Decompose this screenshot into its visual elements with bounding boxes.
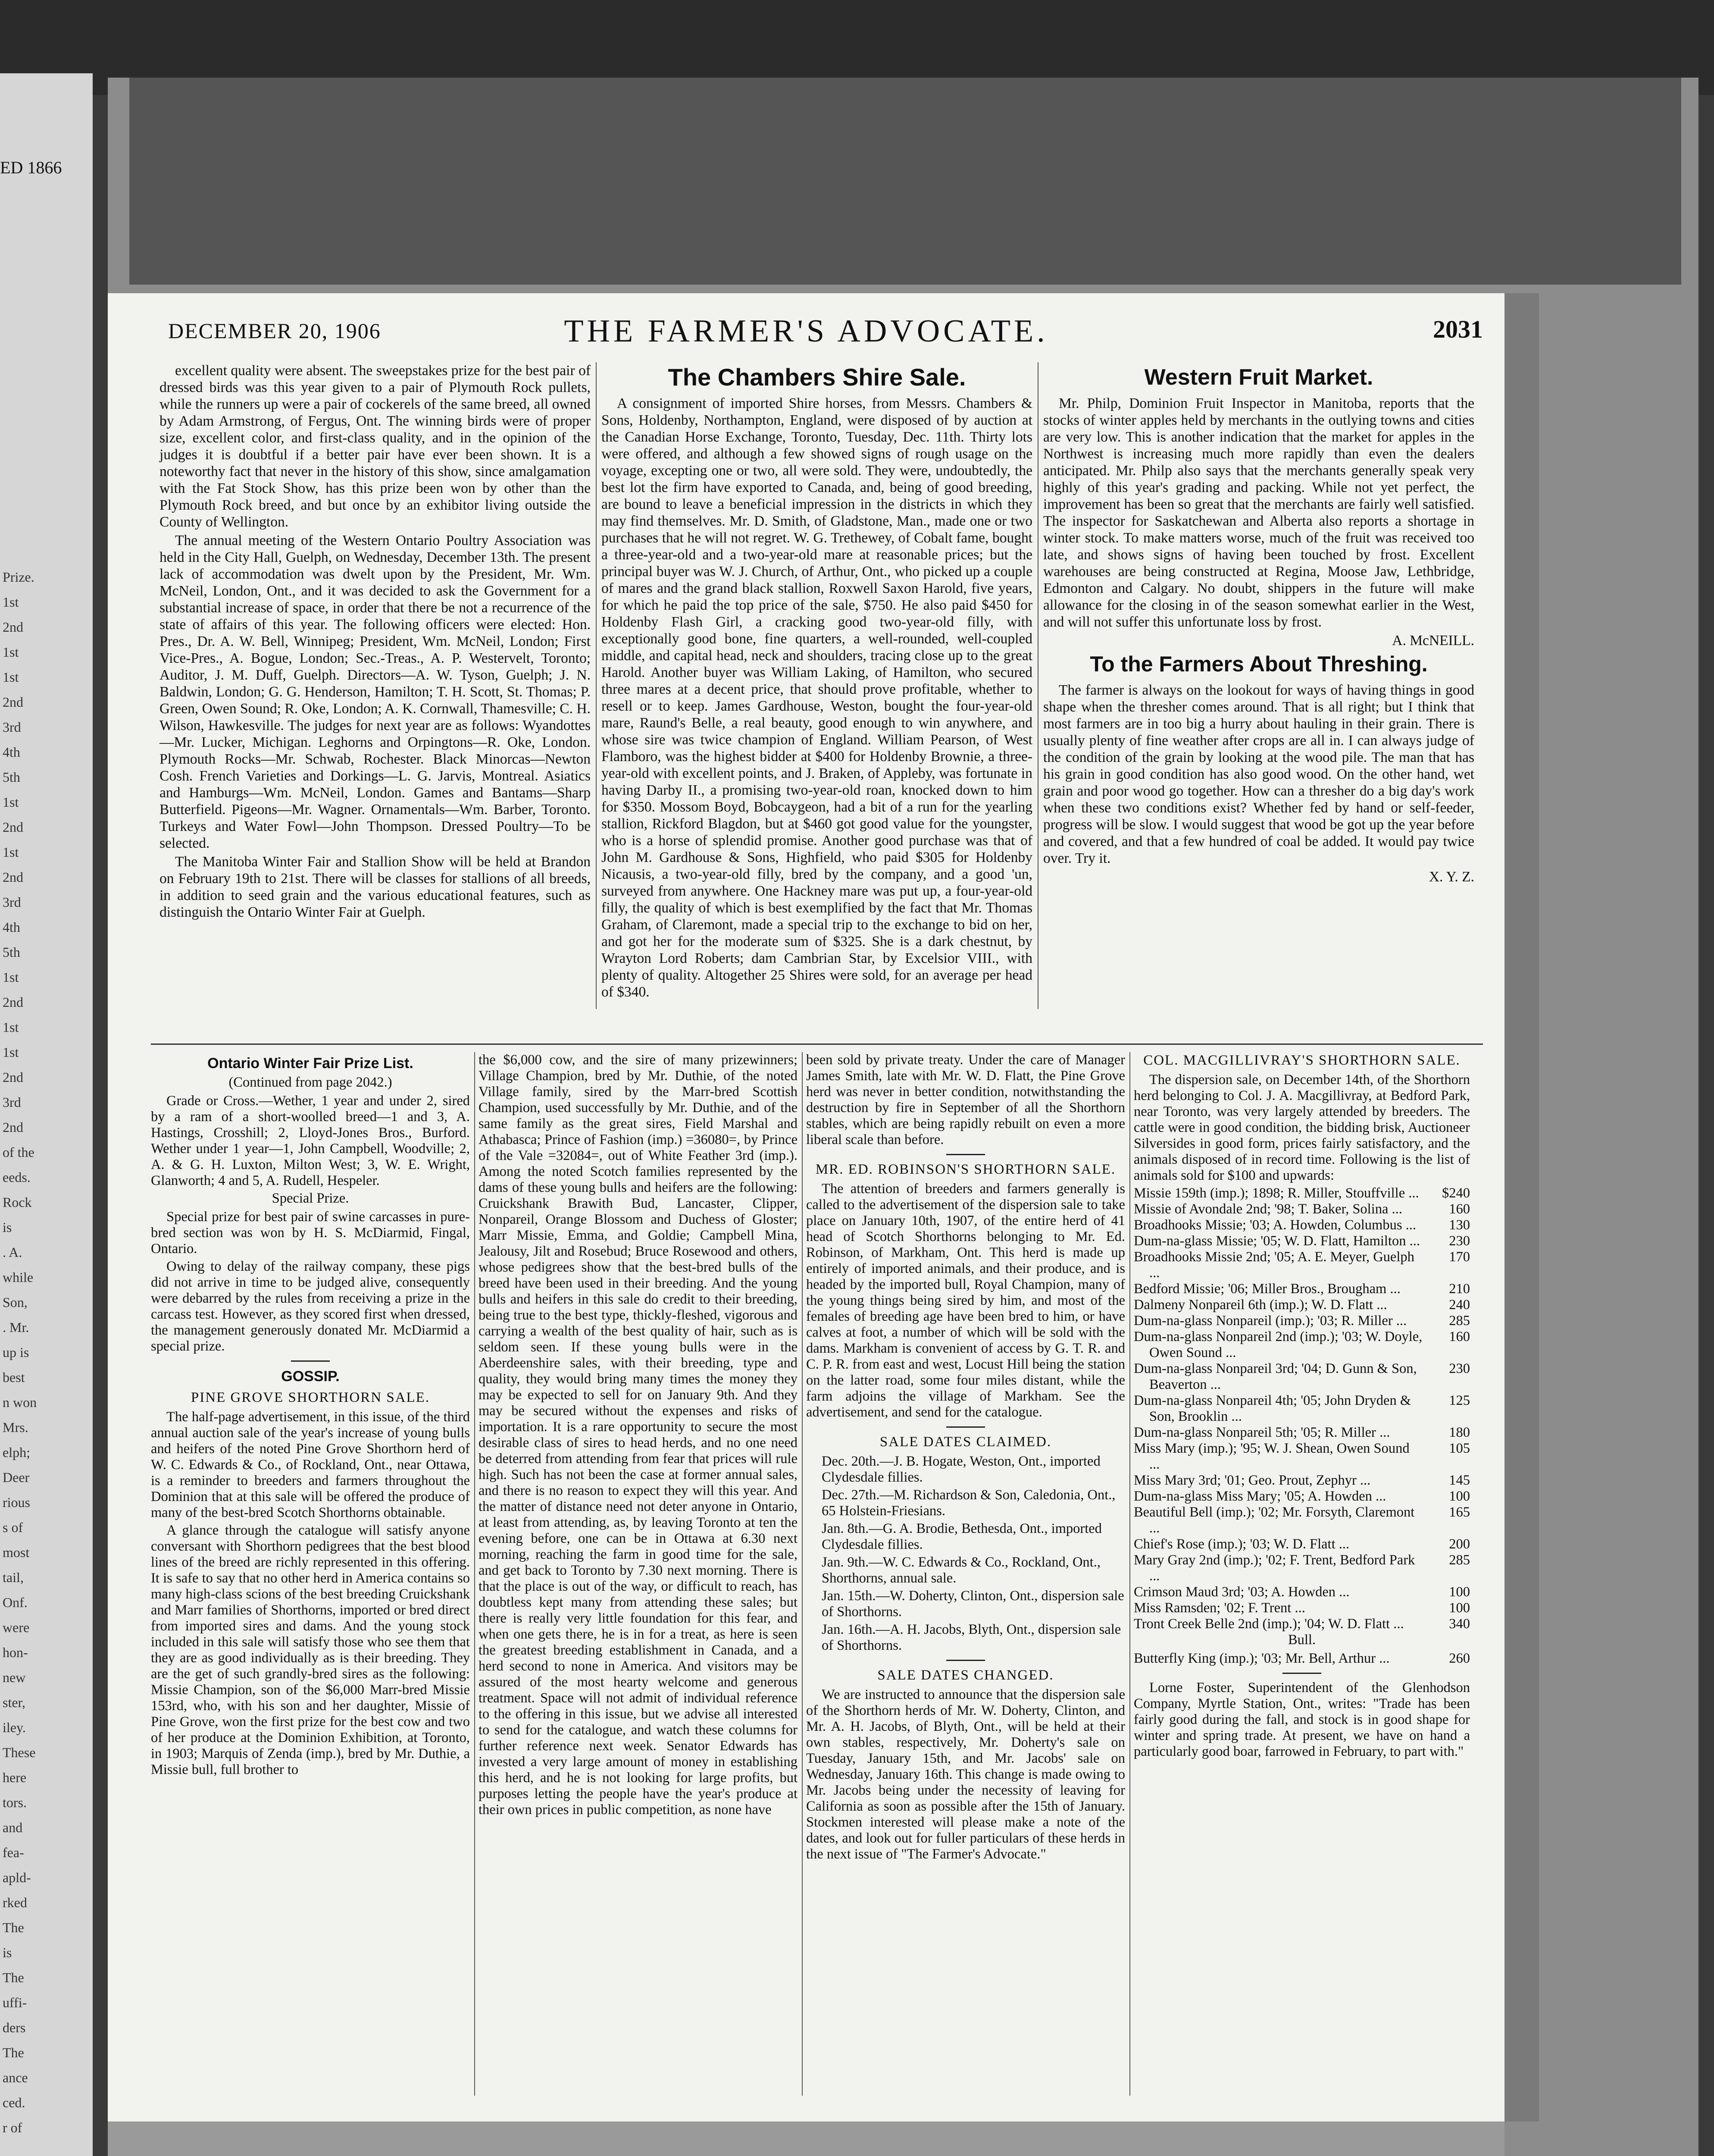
scan-bottom-margin <box>108 2122 1504 2156</box>
animal-sale-entry <box>1134 1425 1470 1441</box>
animal-sale-price: 170 <box>1449 1249 1470 1265</box>
adjacent-page-word: up is <box>3 1344 29 1360</box>
animal-sale-entry <box>1134 1393 1470 1425</box>
adjacent-page-word: r of <box>3 2120 22 2135</box>
animal-sale-text: Broadhooks Missie; '03; A. Howden, Columbus ... <box>1134 1217 1416 1233</box>
adjacent-page-word: 2nd <box>3 819 23 835</box>
animal-sale-entry <box>1134 1249 1470 1281</box>
issue-date: DECEMBER 20, 1906 <box>168 319 381 343</box>
newspaper-page <box>108 293 1504 2122</box>
animal-sale-price: $240 <box>1442 1185 1470 1201</box>
adjacent-page-word: rked <box>3 1895 27 1910</box>
animal-sale-text: Dum-na-glass Miss Mary; '05; A. Howden ... <box>1134 1489 1386 1504</box>
sale-dates-claimed-heading: SALE DATES CLAIMED. <box>879 1434 1052 1450</box>
adjacent-page-word: These <box>3 1745 36 1760</box>
bull-entry-text: Butterfly King (imp.); '03; Mr. Bell, Arthur ... <box>1134 1651 1390 1666</box>
animal-sale-text: Chief's Rose (imp.); '03; W. D. Flatt ... <box>1134 1536 1350 1552</box>
animal-sale-price: 285 <box>1449 1313 1470 1329</box>
animal-sale-price: 145 <box>1449 1473 1470 1488</box>
adjacent-page-word: 1st <box>3 844 19 860</box>
section-rule <box>151 1044 1483 1045</box>
adjacent-page-word: eeds. <box>3 1169 31 1185</box>
robinson-sale-heading: MR. ED. ROBINSON'S SHORTHORN SALE. <box>815 1162 1116 1177</box>
animal-sale-price: 130 <box>1449 1217 1470 1233</box>
pine-grove-paragraph-1: The half-page advertisement, in this issue, of the third annual auction sale of the year's increase of young bulls and heifers of the noted Pine Grove Shorthorn herd of W. C. Edwards & Co., of Rockland, Ont., near Ottawa, is a reminder to breeders and farmers throughout the Dominion that at this sale will be offered the produce of many of the best-bred Scotch Shorthorns obtainable. <box>151 1409 470 1520</box>
adjacent-page-word: uffi- <box>3 1995 27 2010</box>
animal-sale-text: Miss Mary (imp.); '95; W. J. Shean, Owen Sound ... <box>1134 1441 1410 1472</box>
animal-sale-entry <box>1134 1297 1470 1313</box>
railway-delay-paragraph: Owing to delay of the railway company, these pigs did not arrive in time to be judged alive, consequently were debarred by the rules from receiving a prize in the carcass test. However, as they scored first when dressed, the management generously donated Mr. McDiarmid a special prize. <box>151 1259 470 1354</box>
adjacent-page-word: 5th <box>3 944 20 960</box>
adjacent-page-word: here <box>3 1770 27 1785</box>
prize-list-subheading: (Continued from page 2042.) <box>228 1075 392 1090</box>
sale-date-entry: Jan. 8th.—G. A. Brodie, Bethesda, Ont., imported Clydesdale fillies. <box>822 1521 1102 1552</box>
adjacent-page-word: is <box>3 1945 12 1960</box>
animal-sale-text: Missie of Avondale 2nd; '98; T. Baker, Solina ... <box>1134 1201 1402 1217</box>
prize-list-heading: Ontario Winter Fair Prize List. <box>207 1055 413 1072</box>
animal-sale-entry <box>1134 1441 1470 1473</box>
adjacent-page-word: tors. <box>3 1795 27 1810</box>
top-column-2 <box>601 362 1032 1002</box>
adjacent-page-word: apld- <box>3 1870 31 1885</box>
animal-sale-entry <box>1134 1185 1470 1201</box>
poultry-meeting-paragraph: The annual meeting of the Western Ontario Poultry Association was held in the City Hall, Guelph, on Wednesday, December 13th. The present lack of accommodation was dwelt upon by the President, Mr. Wm. McNeil, London, Ont., and it was decided to ask the Government for a substantial increase of space, in order that there be not a recurrence of the state of affairs of this year. The following officers were elected: Hon. Pres., Dr. A. W. Bell, Winnipeg; President, Wm. McNeil, London; First Vice-Pres., A. Bogue, London; Sec.-Treas., A. P. Westervelt, Toronto; Auditor, J. M. Duff, Guelph. Directors—A. W. Tyson, Guelph; J. N. Baldwin, London; G. G. Henderson, Hamilton; T. H. Scott, St. Thomas; P. Green, Owen Sound; R. Oke, London; A. K. Cornwall, Thamesville; C. H. Wilson, Hawkesville. The judges for next year are as follows: Wyandottes—Mr. Lucker, Michigan. Leghorns and Orpingtons—R. Oke, London. Plymouth Rocks—Mr. Schwab, Rochester. Black Minorcas—Newton Cosh. French Varieties and Dorkings—L. G. Jarvis, Montreal. Asiatics and Hamburgs—Wm. McNeil, London. Games and Bantams—Sharp Butterfield. Pigeons—Mr. Wagner. Ornamentals—Wm. Barber, Toronto. Turkeys and Water Fowl—John Thompson. Dressed Poultry—To be selected. <box>160 533 591 851</box>
animal-sale-text: Dum-na-glass Nonpareil (imp.); '03; R. Miller ... <box>1134 1313 1407 1329</box>
animal-sale-text: Crimson Maud 3rd; '03; A. Howden ... <box>1134 1584 1350 1600</box>
animal-sale-price: 240 <box>1449 1297 1470 1313</box>
adjacent-page-word: fea- <box>3 1845 24 1860</box>
scan-shadow <box>129 78 1681 285</box>
adjacent-page-word: 2nd <box>3 1119 23 1135</box>
chambers-shire-heading: The Chambers Shire Sale. <box>668 364 966 391</box>
animal-sale-entry <box>1134 1584 1470 1600</box>
special-prize-heading: Special Prize. <box>272 1191 349 1206</box>
animal-sale-text: Tront Creek Belle 2nd (imp.); '04; W. D. Flatt ... <box>1134 1616 1404 1632</box>
divider <box>946 1660 985 1661</box>
column-rule <box>474 1052 475 2096</box>
animal-sale-price: 160 <box>1449 1201 1470 1217</box>
adjacent-page-word: 1st <box>3 644 19 660</box>
adjacent-page-word: 1st <box>3 1044 19 1060</box>
pine-grove-heading: PINE GROVE SHORTHORN SALE. <box>191 1390 430 1405</box>
animal-sale-entry <box>1134 1600 1470 1616</box>
adjacent-page-word: while <box>3 1269 34 1285</box>
bottom-column-3 <box>806 1052 1125 1864</box>
adjacent-page-word: best <box>3 1369 25 1385</box>
sale-date-entry: Dec. 27th.—M. Richardson & Son, Caledonia, Ont., 65 Holstein-Friesians. <box>822 1487 1116 1519</box>
adjacent-page-word: ance <box>3 2070 28 2085</box>
adjacent-page-word: hon- <box>3 1645 28 1660</box>
adjacent-page-word: elph; <box>3 1445 30 1460</box>
adjacent-page-word: The <box>3 1920 24 1935</box>
adjacent-page-word: iley. <box>3 1720 26 1735</box>
chambers-shire-paragraph: A consignment of imported Shire horses, from Messrs. Chambers & Sons, Holdenby, Northampton, England, were disposed of by auction at the Canadian Horse Exchange, Toronto, Tuesday, Dec. 11th. Thirty lots were offered, and although a few showed signs of rough usage on the voyage, excepting one or two, all were sold. They were, undoubtedly, the best lot the firm have exported to Canada, and, being of good breeding, are bound to leave a beneficial impression in the districts in which they may find themselves. Mr. D. Smith, of Gladstone, Man., made one or two purchases that he will not regret. W. G. Trethewey, of Cobalt fame, bought a three-year-old and a two-year-old mare at reasonable prices; but the principal buyer was W. J. Church, of Arthur, Ont., who picked up a couple of mares and the grand black stallion, Roxwell Saxon Harold, five years, for which he paid the top price of the sale, $750. He also paid $450 for Holdenby Flash Girl, a cracking good two-year-old filly, with exceptionally good bone, fine quarters, a well-rounded, well-coupled middle, and capital head, neck and shoulders, tracing close up to the great Harold. Another buyer was William Laking, of Hamilton, who secured three mares at a decent price, that should prove profitable, whether to resell or to keep. James Gardhouse, Weston, bought the four-year-old mare, Raund's Belle, a real beauty, good enough to win anywhere, and whose sire was twice champion of England. William Pearson, of West Flamboro, was the highest bidder at $400 for Holdenby Brownie, a three-year-old with excellent points, and J. Braken, of Appleby, was fortunate in having Darby II., a promising two-year-old roan, knocked down to him for $350. Mossom Boyd, Bobcaygeon, had a bit of a run for the yearling stallion, Rickford Blagdon, but at $460 got good value for the youngster, who is a horse of splendid promise. Another good purchase was that of John M. Gardhouse & Sons, Highfield, who paid $305 for Holdenby Nicausis, a two-year-old filly, bred by the company, and a good 'un, surveyed from anywhere. One Hackney mare was put up, a four-year-old filly, the quality of which is best exemplified by the fact that Mr. Thomas Graham, of Claremont, made a special trip to the exchange to bid on her, and got her for the moderate sum of $325. She is a dark chestnut, by Wrayton Lord Roberts; dam Cambrian Star, by Excelsior VIII., with plenty of quality. Altogether 25 Shires were sold, for an average per head of $340. <box>601 395 1032 1000</box>
threshing-heading: To the Farmers About Threshing. <box>1090 652 1428 676</box>
adjacent-page-word: Rock <box>3 1194 32 1210</box>
western-fruit-paragraph: Mr. Philp, Dominion Fruit Inspector in Manitoba, reports that the stocks of winter apples held by merchants in the outlying towns and cities are very low. This is another indication that the market for apples in the Northwest is increasing much more rapidly than even the dealers anticipated. Mr. Philp also says that the merchants generally speak very highly of this year's grading and packing. While not yet perfect, the improvement has been so great that the merchants are fairly well satisfied. The inspector for Saskatchewan and Alberta also reports a shortage in winter stock. To make matters worse, much of the fruit was received too late, and shows signs of having been touched by frost. Excellent warehouses are being constructed at Regina, Moose Jaw, Lethbridge, Edmonton and Calgary. No doubt, shippers in the future will make allowance for the closing in of the season somewhat earlier in the West, and will not suffer this unfortunate loss by frost. <box>1043 395 1474 630</box>
poultry-sweepstakes-paragraph: excellent quality were absent. The sweepstakes prize for the best pair of dressed birds was this year given to a pair of Plymouth Rock pullets, while the runners up were a pair of cockerels of the same breed, all owned by Adam Armstrong, of Fergus, Ont. The winning birds were of proper size, excellent color, and first-class quality, and in the opinion of the judges it is doubtful if a better pair have ever been shown. It is a noteworthy fact that never in the history of this show, since amalgamation with the Fat Stock Show, has this prize been won by other than the Plymouth Rock breed, and but once by an exhibitor living outside the County of Wellington. <box>160 363 591 530</box>
glenhodson-paragraph: Lorne Foster, Superintendent of the Glenhodson Company, Myrtle Station, Ont., writes: "Trade has been fairly good during the fall, and stock is in good shape for winter and spring trade. At present, we have on hand a particularly good boar, farrowed in February, to part with." <box>1134 1680 1470 1759</box>
threshing-signature: X. Y. Z. <box>1429 869 1474 885</box>
adjacent-page-word: 3rd <box>3 894 21 910</box>
adjacent-page-fragment <box>0 73 93 2156</box>
top-column-1 <box>160 362 591 922</box>
animal-sale-price: 230 <box>1449 1233 1470 1249</box>
animal-sale-entry <box>1134 1217 1470 1233</box>
pine-grove-continued: the $6,000 cow, and the sire of many prizewinners; Village Champion, bred by Mr. Duthie, of the noted Village family, sired by the Marr-bred Scottish Champion, used successfully by Mr. Duthie, and of the same family as the great sires, Field Marshal and Athabasca; Prince of Fashion (imp.) =36080=, by Prince of the Vale =32084=, out of White Feather 3rd (imp.). Among the noted Scotch families represented by the dams of these young bulls and heifers are the following: Cruickshank Brawith Bud, Lancaster, Clipper, Nonpareil, Orange Blossom and Duchess of Gloster; Marr Missie, Emma, and Goldie; Campbell Mina, Jealousy, Jilt and Rosebud; Bruce Rosewood and others, whose pedigrees show that the best-bred bulls of the breed have been used in their breeding. And the young bulls and heifers in this sale do credit to their breeding, being true to the best type, thickly-fleshed, vigorous and carrying a wealth of the best quality of hair, such as is seldom seen. If these young bulls were in the Aberdeenshire sales, with their breeding, type and quality, they would bring many times the money they may be expected to sell for on January 9th. And they may be secured without the expenses and risks of importation. It is a rare opportunity to secure the most desirable class of sires to head herds, and no one need be deterred from attending from fear that prices will rule high. Such has not been the case at former annual sales, and there is no reason to expect they will this year. And the matter of distance need not deter anyone in Ontario, at least from attending, as, by leaving Toronto at ten the evening before, one can be in Ottawa at 6.30 next morning, reaching the farm in good time for the sale, and get back to Toronto by 7.30 next morning. There is that the place is out of the way, or difficult to reach, has doubtless kept many from attending these sales; but there is really very little foundation for this fear, and when one gets there, he is in for a treat, as here is seen the greatest breeding establishment in Canada, and a herd second to none in America. And visitors may be assured of the most hearty welcome and generous treatment. Space will not admit of individual reference to the offering in this issue, but we advise all interested to send for the catalogue, and watch these columns for further reference next week. Senator Edwards has invested a very large amount of money in establishing this herd, and he is not looking for large profits, but purposes letting the people have the year's produce at their own prices in public competition, as none have <box>479 1052 798 1818</box>
adjacent-page-word: 1st <box>3 669 19 685</box>
animal-sale-price: 210 <box>1449 1281 1470 1297</box>
adjacent-page-word: The <box>3 1970 24 1985</box>
adjacent-page-word: 2nd <box>3 869 23 885</box>
adjacent-page-word: 3rd <box>3 719 21 735</box>
adjacent-page-word: were <box>3 1620 30 1635</box>
divider <box>946 1154 985 1155</box>
adjacent-page-word: 1st <box>3 594 19 610</box>
sale-date-entry: Jan. 16th.—A. H. Jacobs, Blyth, Ont., dispersion sale of Shorthorns. <box>822 1622 1121 1653</box>
sale-dates-changed-heading: SALE DATES CHANGED. <box>877 1667 1054 1683</box>
adjacent-page-header: ED 1866 <box>0 158 62 177</box>
adjacent-page-word: . A. <box>3 1244 22 1260</box>
adjacent-page-word: 2nd <box>3 1069 23 1085</box>
animal-sale-price: 105 <box>1449 1441 1470 1456</box>
animal-sale-entry <box>1134 1361 1470 1393</box>
pine-grove-paragraph-2: A glance through the catalogue will satisfy anyone conversant with Shorthorn pedigrees that the best blood lines of the breed are richly represented in this offering. It is safe to say that no other herd in America contains so many high-class scions of the best breeding Cruickshank and Marr families of Shorthorns, imported or bred direct from imported sires and dams. And the young stock included in this sale will satisfy those who see them that they are as good individually as is their breeding. They are the get of such grandly-bred sires as the following: Missie Champion, son of the $6,000 Marr-bred Missie 153rd, who, with his son and her daughter, Missie of Pine Grove, won the first prize for the best cow and two of her produce at the Dominion Exhibition, at Toronto, in 1903; Marquis of Zenda (imp.), bred by Mr. Duthie, a Missie bull, full brother to <box>151 1523 470 1777</box>
animal-sale-text: Dum-na-glass Missie; '05; W. D. Flatt, Hamilton ... <box>1134 1233 1420 1249</box>
adjacent-page-word: The <box>3 2045 24 2060</box>
manitoba-fair-paragraph: The Manitoba Winter Fair and Stallion Show will be held at Brandon on February 19th to 21st. There will be classes for stallions of all breeds, in addition to seed grain and the various educational features, such as distinguish the Ontario Winter Fair at Guelph. <box>160 854 591 920</box>
animal-sale-entry <box>1134 1536 1470 1552</box>
masthead-title: THE FARMER'S ADVOCATE. <box>564 313 1048 349</box>
animal-sale-price: 200 <box>1449 1536 1470 1552</box>
adjacent-page-word: most <box>3 1545 30 1560</box>
animal-sale-price: 160 <box>1449 1329 1470 1344</box>
adjacent-page-word: is <box>3 1219 12 1235</box>
animal-sale-text: Mary Gray 2nd (imp.); '02; F. Trent, Bedford Park ... <box>1134 1552 1415 1584</box>
adjacent-page-word: Deer <box>3 1470 30 1485</box>
bull-heading: Bull. <box>1288 1632 1316 1648</box>
adjacent-page-word: ster, <box>3 1695 25 1710</box>
animal-sale-text: Bedford Missie; '06; Miller Bros., Brougham ... <box>1134 1281 1401 1297</box>
sale-date-entry: Dec. 20th.—J. B. Hogate, Weston, Ont., imported Clydesdale fillies. <box>822 1454 1101 1485</box>
animal-sale-text: Dum-na-glass Nonpareil 2nd (imp.); '03; W. Doyle, Owen Sound ... <box>1134 1329 1423 1360</box>
adjacent-page-word: 1st <box>3 794 19 810</box>
animal-sale-entry <box>1134 1616 1470 1632</box>
adjacent-page-word: new <box>3 1670 26 1685</box>
animal-sale-text: Dum-na-glass Nonpareil 3rd; '04; D. Gunn & Son, Beaverton ... <box>1134 1361 1417 1392</box>
column-rule <box>596 362 597 1009</box>
divider <box>946 1426 985 1428</box>
adjacent-page-word: 4th <box>3 919 20 935</box>
bull-entry-price: 260 <box>1449 1651 1470 1666</box>
adjacent-page-word: n won <box>3 1395 37 1410</box>
animal-sale-text: Broadhooks Missie 2nd; '05; A. E. Meyer, Guelph ... <box>1134 1249 1414 1281</box>
threshing-paragraph: The farmer is always on the lookout for ways of having things in good shape when the thresher comes around. That is all right; but I think that most farmers are in too big a hurry about hauling in their grain. There is usually plenty of fine weather after crops are all in. I can always judge of the condition of the grain by looking at the wood pile. The man that has his grain in good condition has also good wood. On the other hand, wet grain and poor wood go together. How can a thresher do a big day's work when these two conditions exist? Whether fed by hand or self-feeder, progress will be slow. I would suggest that wood be got up the year before and covered, and that a few hundred of coal be added. It would pay twice over. Try it. <box>1043 682 1474 866</box>
animal-sale-text: Missie 159th (imp.); 1898; R. Miller, Stouffville ... <box>1134 1185 1419 1201</box>
animal-sale-price: 340 <box>1449 1616 1470 1632</box>
animal-sale-entry <box>1134 1329 1470 1361</box>
adjacent-page-word: 2nd <box>3 619 23 635</box>
adjacent-page-word: rious <box>3 1495 30 1510</box>
bull-entry <box>1134 1651 1470 1667</box>
animal-sale-entry <box>1134 1489 1470 1504</box>
western-fruit-heading: Western Fruit Market. <box>1144 365 1373 390</box>
animals-sold-list <box>1134 1185 1470 1632</box>
grade-cross-paragraph: Grade or Cross.—Wether, 1 year and under 2, sired by a ram of a short-woolled breed—1 and 3, A. Hastings, Crosshill; 2, Lloyd-Jones Bros., Burford. Wether under 1 year—1, John Campbell, Woodville; 2, A. & G. H. Luxton, Milton West; 3, W. E. Wright, Glanworth; 4 and 5, A. Rudell, Hespeler. <box>151 1093 470 1188</box>
animal-sale-price: 180 <box>1449 1425 1470 1440</box>
column-rule <box>802 1052 803 2096</box>
western-fruit-signature: A. McNEILL. <box>1392 633 1474 649</box>
animal-sale-entry <box>1134 1313 1470 1329</box>
macgillivray-sale-heading: COL. MACGILLIVRAY'S SHORTHORN SALE. <box>1143 1053 1461 1068</box>
animal-sale-text: Miss Mary 3rd; '01; Geo. Prout, Zephyr ... <box>1134 1473 1371 1488</box>
animal-sale-text: Dalmeny Nonpareil 6th (imp.); W. D. Flatt ... <box>1134 1297 1387 1313</box>
adjacent-page-word: and <box>3 1820 23 1835</box>
adjacent-page-word: Prize. <box>3 569 34 585</box>
divider <box>1282 1673 1321 1674</box>
animal-sale-text: Miss Ramsden; '02; F. Trent ... <box>1134 1600 1305 1616</box>
animal-sale-entry <box>1134 1552 1470 1584</box>
sale-date-entry: Jan. 15th.—W. Doherty, Clinton, Ont., dispersion sale of Shorthorns. <box>822 1588 1124 1620</box>
animal-sale-entry <box>1134 1504 1470 1536</box>
adjacent-page-word: Onf. <box>3 1595 28 1610</box>
animal-sale-entry <box>1134 1233 1470 1249</box>
animal-sale-price: 230 <box>1449 1361 1470 1376</box>
adjacent-page-word: tail, <box>3 1570 24 1585</box>
adjacent-page-word: 2nd <box>3 694 23 710</box>
column-rule <box>1129 1052 1130 2096</box>
animal-sale-entry <box>1134 1473 1470 1489</box>
sale-dates-changed-paragraph: We are instructed to announce that the dispersion sale of the Shorthorn herds of Mr. W. Doherty, Clinton, and Mr. A. H. Jacobs, of Blyth, Ont., will be held at their own stables, respectively, Mr. Doherty's sale on Tuesday, January 15th, and Mr. Jacobs' sale on Wednesday, January 16th. This change is made owing to Mr. Jacobs being under the necessity of leaving for California as soon as possible after the 15th of January. Stockmen interested will please make a note of the dates, and look out for fuller particulars of these herds in the next issue of "The Farmer's Advocate." <box>806 1687 1125 1862</box>
special-prize-paragraph: Special prize for best pair of swine carcasses in pure-bred section was won by H. S. McDiarmid, Fingal, Ontario. <box>151 1209 470 1257</box>
bottom-column-4 <box>1134 1052 1470 1761</box>
adjacent-page-word: s of <box>3 1520 23 1535</box>
top-column-3 <box>1043 362 1474 887</box>
animal-sale-price: 100 <box>1449 1600 1470 1616</box>
adjacent-page-word: Son, <box>3 1294 28 1310</box>
gossip-heading: GOSSIP. <box>281 1368 340 1385</box>
divider <box>291 1360 330 1362</box>
adjacent-page-word: 2nd <box>3 994 23 1010</box>
animal-sale-price: 100 <box>1449 1584 1470 1600</box>
sale-dates-claimed-list <box>806 1454 1125 1654</box>
adjacent-page-word: 1st <box>3 969 19 985</box>
animal-sale-text: Dum-na-glass Nonpareil 5th; '05; R. Miller ... <box>1134 1425 1390 1440</box>
animal-sale-text: Beautiful Bell (imp.); '02; Mr. Forsyth, Claremont ... <box>1134 1504 1415 1536</box>
animal-sale-price: 285 <box>1449 1552 1470 1568</box>
adjacent-page-word: . Mr. <box>3 1319 29 1335</box>
page-edge-shadow <box>1504 293 1539 2122</box>
adjacent-page-word: 3rd <box>3 1094 21 1110</box>
adjacent-page-word: 1st <box>3 1019 19 1035</box>
bottom-column-2 <box>479 1052 798 1820</box>
pine-grove-conclusion: been sold by private treaty. Under the care of Manager James Smith, late with Mr. W. D. Flatt, the Pine Grove herd was never in better condition, notwithstanding the destruction by fire in September of all the Shorthorn stables, which are being rapidly rebuilt on even a more liberal scale than before. <box>806 1052 1125 1147</box>
animal-sale-price: 100 <box>1449 1489 1470 1504</box>
bottom-column-1 <box>151 1052 470 1780</box>
adjacent-page-word: Mrs. <box>3 1420 28 1435</box>
adjacent-page-word: of the <box>3 1144 34 1160</box>
animal-sale-entry <box>1134 1201 1470 1217</box>
page-number: 2031 <box>1433 315 1483 343</box>
animal-sale-price: 125 <box>1449 1393 1470 1408</box>
adjacent-page-word: 5th <box>3 769 20 785</box>
animal-sale-text: Dum-na-glass Nonpareil 4th; '05; John Dryden & Son, Brooklin ... <box>1134 1393 1411 1424</box>
sale-date-entry: Jan. 9th.—W. C. Edwards & Co., Rockland, Ont., Shorthorns, annual sale. <box>822 1554 1101 1586</box>
robinson-sale-paragraph: The attention of breeders and farmers generally is called to the advertisement of the dispersion sale to take place on January 10th, 1907, of the entire herd of 41 head of Scotch Shorthorns belonging to Mr. Ed. Robinson, of Markham, Ont. This herd is made up entirely of imported animals, and their produce, and is headed by the imported bull, Royal Champion, many of the young things being sired by him, and most of the females of breeding age have been bred to him, or have calves at foot, a number of which will be sold with the dams. Markham is convenient of access by G. T. R. and C. P. R. from east and west, Locust Hill being the station on the latter road, some four miles distant, while the farm adjoins the village of Markham. See the advertisement, and send for the catalogue. <box>806 1181 1125 1420</box>
animal-sale-entry <box>1134 1281 1470 1297</box>
macgillivray-sale-paragraph: The dispersion sale, on December 14th, of the Shorthorn herd belonging to Col. J. A. Macgillivray, at Bedford Park, near Toronto, was very largely attended by breeders. The cattle were in good condition, the bidding brisk, Auctioneer Silversides in good form, prices fairly satisfactory, and the animals disposed of in record time. Following is the list of animals sold for $100 and upwards: <box>1134 1072 1470 1183</box>
animal-sale-price: 165 <box>1449 1504 1470 1520</box>
adjacent-page-word: 4th <box>3 744 20 760</box>
adjacent-page-word: ced. <box>3 2095 25 2110</box>
adjacent-page-word: ders <box>3 2020 26 2035</box>
page-header <box>108 293 1504 358</box>
